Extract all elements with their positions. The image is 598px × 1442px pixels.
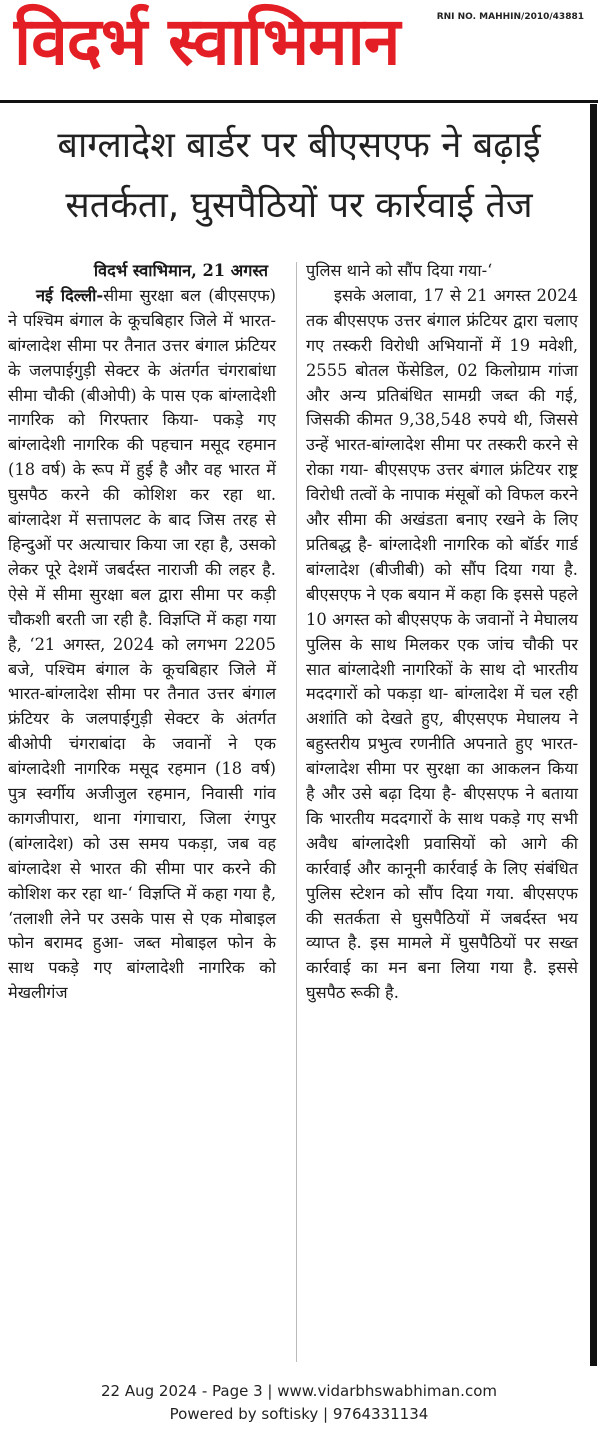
page-footer <box>0 1380 598 1426</box>
article-paragraph-1 <box>8 284 276 1006</box>
article-column-left <box>8 259 276 1006</box>
headline-line-2: सतर्कता, घुसपैठियों पर कार्रवाई तेज <box>65 185 533 226</box>
paragraph-1-continued: पुलिस थाने को सौंप दिया गया-‘ <box>306 261 493 280</box>
rni-number: RNI NO. MAHHIN/2010/43881 <box>436 12 584 22</box>
article-headline <box>14 116 584 236</box>
place-label: नई दिल्ली- <box>36 285 104 305</box>
article-paragraph-2: इसके अलावा, 17 से 21 अगस्त 2024 तक बीएसएफ उत्तर बंगाल फ्रंटियर द्वारा चलाए गए तस्करी विरोधी अभियानों में 19 मवेशी, 2555 बोतल फेंसेडिल, 02 किलोग्राम गांजा और अन्य प्रतिबंधित सामग्री जब्त की गई, जिसकी कीमत 9,38,548 रुपये थी, जिससे उन्हें भारत-बांग्लादेश सीमा पर तस्करी करने से रोका गया- बीएसएफ उत्तर बंगाल फ्रंटियर राष्ट्र विरोधी तत्वों के नापाक मंसूबों को विफल करने और सीमा की अखंडता बनाए रखने के लिए प्रतिबद्ध है- बांग्लादेशी नागरिक को बॉर्डर गार्ड बांग्लादेश (बीजीबी) को सौंप दिया गया है. बीएसएफ ने एक बयान में कहा कि इससे पहले 10 अगस्त को बीएसएफ के जवानों ने मेघालय पुलिस के साथ मिलकर एक जांच चौकी पर सात बांग्लादेशी नागरिकों के साथ दो भारतीय मददगारों को पकड़ा था- बांग्लादेश में चल रही अशांति को देखते हुए, बीएसएफ मेघालय ने बहुस्तरीय प्रभुत्व रणनीति अपनाते हुए भारत-बांग्लादेश सीमा पर सुरक्षा का आकलन किया है और उसे बढ़ा दिया है- बीएसएफ ने बताया कि भारतीय मददगारों के साथ पकड़े गए सभी अवैध बांग्लादेशी प्रवासियों को आगे की कार्रवाई और कानूनी कार्रवाई के लिए संबंधित पुलिस स्टेशन को सौंप दिया गया. बीएसएफ की सतर्कता से घुसपैठियों में जबर्दस्त भय व्याप्त है. इस मामले में घुसपैठियों पर सख्त कार्रवाई का मन बना लिया गया है. इससे घुसपैठ रूकी है. <box>306 285 578 1003</box>
newspaper-logo: विदर्भ स्वाभिमान <box>14 3 400 80</box>
footer-date-page-url: 22 Aug 2024 - Page 3 | www.vidarbhswabhiman.com <box>101 1382 497 1400</box>
masthead <box>0 0 598 100</box>
footer-powered-by: Powered by softisky | 9764331134 <box>169 1405 429 1423</box>
headline-line-1: बाग्लादेश बार्डर पर बीएसएफ ने बढ़ाई <box>57 125 541 166</box>
dateline: विदर्भ स्वाभिमान, 21 अगस्त <box>93 261 268 280</box>
masthead-divider <box>0 100 598 103</box>
paragraph-1-text: सीमा सुरक्षा बल (बीएसएफ) ने पश्चिम बंगाल के कूचबिहार जिले में भारत-बांग्लादेश सीमा पर तैनात उत्तर बंगाल फ्रंटियर के जलपाईगुड़ी सेक्टर के अंतर्गत चंगराबांधा सीमा चौकी (बीओपी) के पास एक बांग्लादेशी नागरिक को गिरफ्तार किया- पकड़े गए बांग्लादेशी नागरिक की पहचान मसूद रहमान (18 वर्ष) के रूप में हुई है और वह भारत में घुसपैठ करने की कोशिश कर रहा था. बांग्लादेश में सत्तापलट के बाद जिस तरह से हिन्दुओं पर अत्याचार किया जा रहा है, उसको लेकर पूरे देशमें जबर्दस्त नाराजी की लहर है. ऐसे में सीमा सुरक्षा बल द्वारा सीमा पर कड़ी चौकशी बरती जा रही है. विज्ञप्ति में कहा गया है, ‘21 अगस्त, 2024 को लगभग 2205 बजे, पश्चिम बंगाल के कूचबिहार जिले में भारत-बांग्लादेश सीमा पर तैनात उत्तर बंगाल फ्रंटियर के जलपाईगुड़ी सेक्टर के अंतर्गत बीओपी चंगराबांदा के जवानों ने एक बांग्लादेशी नागरिक मसूद रहमान (18 वर्ष) पुत्र स्वर्गीय अजीजुल रहमान, निवासी गांव कागजीपारा, थाना गंगाचारा, जिला रंगपुर (बांग्लादेश) को उस समय पकड़ा, जब वह बांग्लादेश से भारत की सीमा पार करने की कोशिश कर रहा था-‘ विज्ञप्ति में कहा गया है, ‘तलाशी लेने पर उसके पास से एक मोबाइल फोन बरामद हुआ- जब्त मोबाइल फोन के साथ पकड़े गए बांग्लादेशी नागरिक को मेखलीगंज <box>8 285 276 1003</box>
article-column-right <box>306 259 578 1006</box>
column-divider <box>296 262 297 1362</box>
